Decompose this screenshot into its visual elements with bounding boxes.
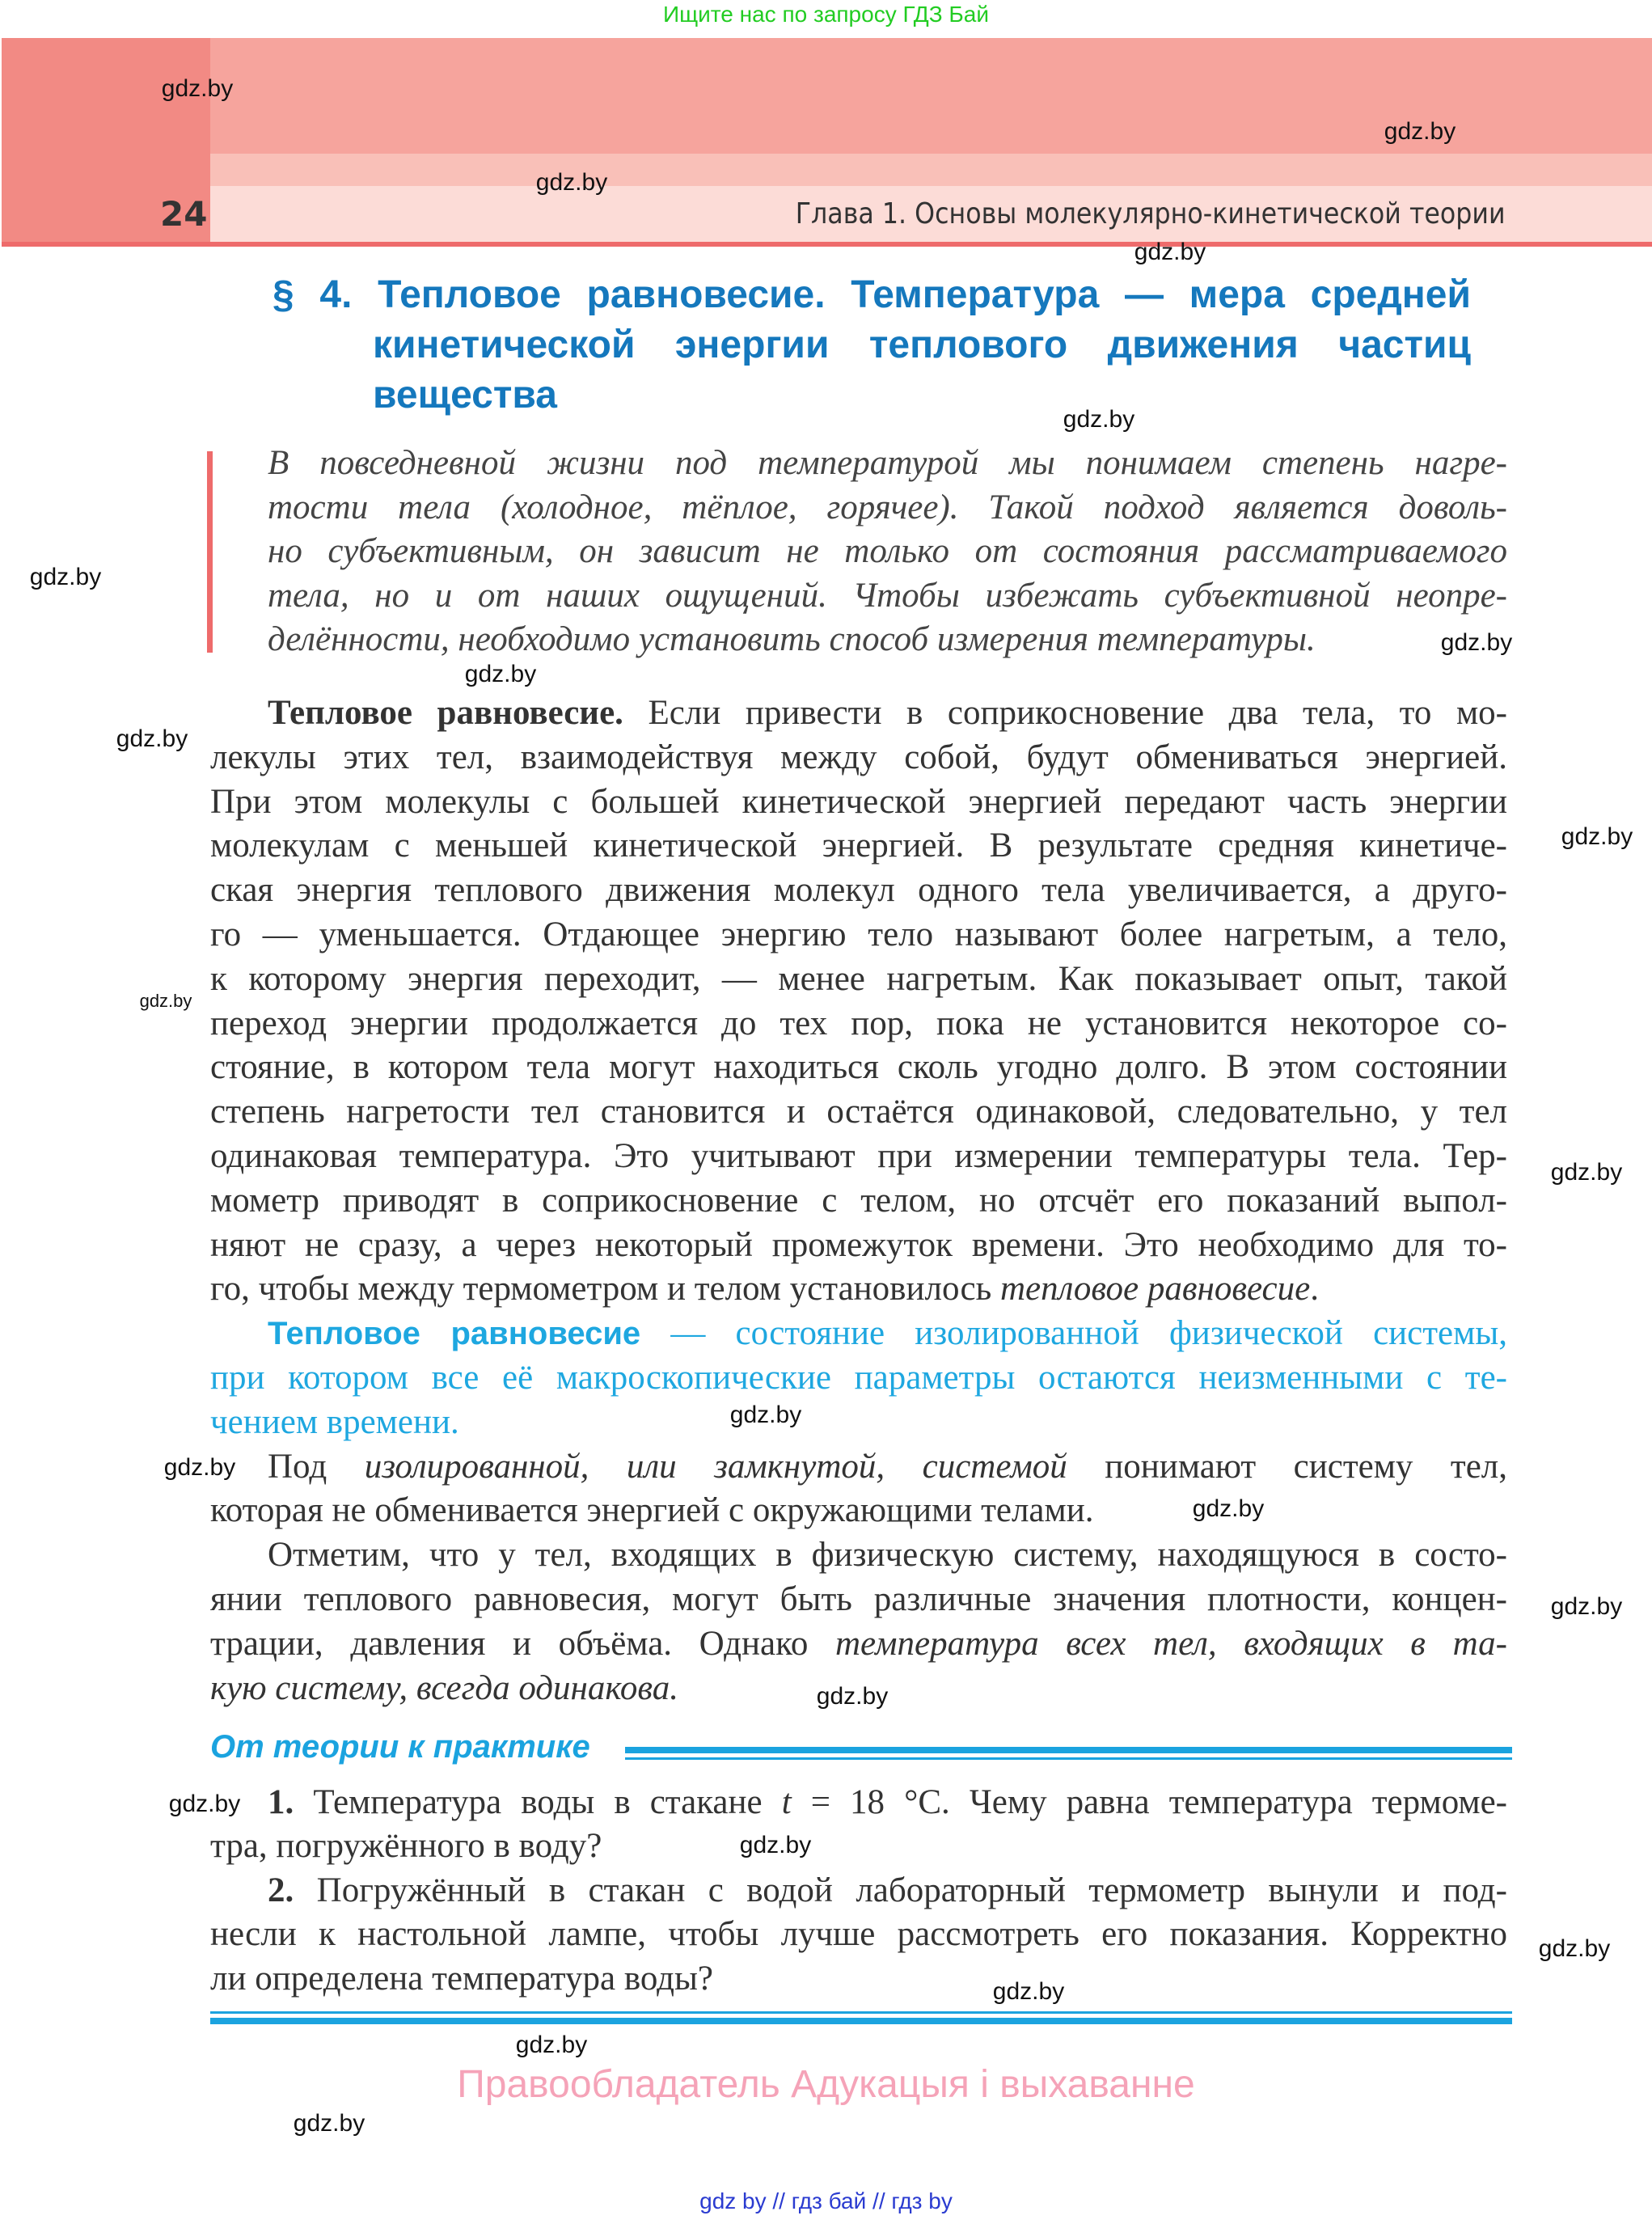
watermark: gdz.by bbox=[1538, 1935, 1611, 1962]
watermark: gdz.by bbox=[1550, 1593, 1623, 1620]
text-segment: В повседневной жизни под температурой мы понимаем степень нагре- bbox=[268, 444, 1507, 482]
watermark: gdz.by bbox=[163, 1454, 236, 1481]
section-heading bbox=[273, 270, 1471, 421]
text-line bbox=[210, 1913, 1507, 1956]
text-segment: понимают систему тел, bbox=[1067, 1447, 1507, 1486]
watermark: gdz.by bbox=[739, 1832, 812, 1858]
header-band bbox=[210, 154, 1652, 186]
text-segment: трации, давления и объёма. Однако bbox=[210, 1624, 835, 1663]
heading-line: § 4. Тепловое равновесие. Температура — мера средней bbox=[273, 273, 1471, 316]
text-segment: лекулы этих тел, взаимодействуя между собой, будут обмениваться энергией. bbox=[210, 738, 1507, 776]
text-segment: одинаковая температура. Это учитывают при измерении температуры тела. Тер- bbox=[210, 1136, 1507, 1175]
text-line bbox=[210, 958, 1507, 1002]
text-line bbox=[210, 1312, 1507, 1356]
watermark: gdz.by bbox=[1134, 239, 1206, 265]
text-segment: при котором все её макроскопические параметры остаются неизменными с те- bbox=[210, 1358, 1507, 1397]
text-segment: степень нагретости тел становится и остаётся одинаковой, следовательно, у тел bbox=[210, 1093, 1507, 1131]
watermark: gdz.by bbox=[816, 1683, 889, 1710]
text-line bbox=[268, 442, 1507, 486]
text-segment: тела, но и от наших ощущений. Чтобы избежать субъективной неопре- bbox=[268, 576, 1507, 615]
practice-rule bbox=[625, 1747, 1512, 1753]
practice-rule bbox=[625, 1757, 1512, 1760]
watermark: gdz.by bbox=[1384, 118, 1456, 145]
heading-line: вещества bbox=[373, 374, 557, 416]
watermark: gdz.by bbox=[293, 2110, 365, 2137]
text-segment: тости тела (холодное, тёплое, горячее). Такой подход является доволь- bbox=[268, 488, 1507, 526]
text-segment: янии теплового равновесия, могут быть различные значения плотности, концен- bbox=[210, 1579, 1507, 1618]
text-segment: го — уменьшается. Отдающее энергию тело называют более нагретым, а тело, bbox=[210, 915, 1507, 953]
text-segment: Если привести в соприкосновение два тела, то мо- bbox=[623, 694, 1507, 732]
text-segment: — состояние изолированной физической системы, bbox=[640, 1314, 1507, 1353]
bottom-rule bbox=[210, 2018, 1512, 2024]
watermark: gdz.by bbox=[1192, 1495, 1265, 1522]
practice-title: От теории к практике bbox=[210, 1729, 590, 1765]
bottom-rule bbox=[210, 2011, 1512, 2014]
text-line bbox=[210, 1090, 1507, 1135]
term-bold: Тепловое равновесие. bbox=[268, 694, 623, 732]
watermark: gdz.by bbox=[168, 1791, 241, 1817]
text-line bbox=[210, 736, 1507, 780]
text-line bbox=[210, 780, 1507, 825]
text-segment: переход энергии продолжается до тех пор, пока не установится некоторое со- bbox=[210, 1004, 1507, 1042]
watermark: gdz.by bbox=[515, 2032, 588, 2058]
text-segment: которая не обменивается энергией с окружающими телами. bbox=[210, 1491, 1094, 1530]
text-line bbox=[210, 1445, 1507, 1490]
text-segment: го, чтобы между термометром и телом установилось bbox=[210, 1270, 1000, 1309]
page-number: 24 bbox=[160, 194, 208, 234]
text-line bbox=[210, 1267, 1507, 1312]
text-segment: стояние, в котором тела могут находиться сколь угодно долго. В этом состоянии bbox=[210, 1048, 1507, 1087]
text-line bbox=[268, 486, 1507, 531]
text-line bbox=[268, 530, 1507, 574]
text-segment: . bbox=[1310, 1270, 1319, 1309]
watermark: gdz.by bbox=[464, 661, 537, 687]
term-italic: t bbox=[781, 1783, 792, 1821]
text-segment: тра, погружённого в воду? bbox=[210, 1827, 602, 1866]
text-segment: к которому энергия переходит, — менее нагретым. Как показывает опыт, такой bbox=[210, 959, 1507, 998]
text-line bbox=[210, 1356, 1507, 1401]
watermark: gdz.by bbox=[1440, 629, 1513, 656]
watermark: gdz.by bbox=[535, 169, 608, 196]
text-segment: Температура воды в стакане bbox=[294, 1783, 782, 1821]
text-line bbox=[210, 1224, 1507, 1268]
text-line bbox=[210, 691, 1507, 736]
practice-tasks bbox=[210, 1781, 1507, 2001]
search-hint: Ищите нас по запросу ГДЗ Бай bbox=[662, 2, 990, 27]
text-segment: мометр приводят в соприкосновение с телом, но отсчёт его показаний выпол- bbox=[210, 1181, 1507, 1220]
text-line bbox=[210, 1824, 1507, 1868]
text-line bbox=[210, 1489, 1507, 1533]
intro-paragraph bbox=[268, 442, 1507, 662]
header-divider bbox=[2, 242, 1652, 247]
term-italic: кую систему, всегда одинакова. bbox=[210, 1668, 678, 1707]
watermark: gdz.by bbox=[992, 1978, 1065, 2005]
term-italic: изолированной, или замкнутой, системой bbox=[364, 1447, 1067, 1486]
text-segment: молекулам с меньшей кинетической энергией. В результате средняя кинетиче- bbox=[210, 827, 1507, 865]
text-line bbox=[210, 1578, 1507, 1622]
text-line bbox=[210, 1622, 1507, 1667]
text-line bbox=[210, 1002, 1507, 1046]
watermark: gdz.by bbox=[139, 991, 192, 1011]
watermark: gdz.by bbox=[1550, 1159, 1623, 1186]
text-line bbox=[210, 869, 1507, 913]
text-segment: ская энергия теплового движения молекул одного тела увеличивается, а друго- bbox=[210, 871, 1507, 910]
text-line bbox=[210, 913, 1507, 958]
text-line bbox=[210, 1179, 1507, 1224]
text-line bbox=[210, 1135, 1507, 1179]
text-segment: Под bbox=[268, 1447, 365, 1486]
watermark: gdz.by bbox=[116, 725, 188, 752]
term-bold: Тепловое равновесие bbox=[268, 1316, 641, 1352]
watermark: gdz.by bbox=[1063, 406, 1135, 433]
footer-links[interactable]: gdz by // гдз бай // гдз by bbox=[699, 2188, 953, 2213]
text-segment: = 18 °C. Чему равна температура термоме- bbox=[791, 1783, 1508, 1821]
text-segment: чением времени. bbox=[210, 1402, 459, 1441]
text-segment: но субъективным, он зависит не только от состояния рассматриваемого bbox=[268, 532, 1507, 570]
term-italic: тепловое равновесие bbox=[999, 1270, 1311, 1309]
text-segment: Отметим, что у тел, входящих в физическую систему, находящуюся в состо- bbox=[268, 1536, 1507, 1575]
text-line bbox=[210, 1401, 1507, 1445]
copyright-notice: Правообладатель Адукацыя і выхаванне bbox=[457, 2063, 1195, 2106]
watermark: gdz.by bbox=[729, 1402, 802, 1428]
text-line bbox=[210, 1533, 1507, 1578]
watermark: gdz.by bbox=[29, 564, 102, 590]
intro-accent-bar bbox=[207, 451, 213, 653]
text-segment: делённости, необходимо установить способ измерения температуры. bbox=[268, 620, 1316, 658]
chapter-title: Глава 1. Основы молекулярно-кинетической теории bbox=[796, 197, 1506, 230]
text-line bbox=[268, 574, 1507, 619]
text-line bbox=[210, 1781, 1507, 1824]
text-segment: няют не сразу, а через некоторый промежуток времени. Это необходимо для то- bbox=[210, 1225, 1507, 1264]
main-text bbox=[210, 691, 1507, 1710]
text-line bbox=[210, 1957, 1507, 2001]
watermark: gdz.by bbox=[1561, 823, 1633, 850]
term-italic: температура всех тел, входящих в та- bbox=[834, 1624, 1507, 1663]
text-segment: При этом молекулы с большей кинетической энергией передают часть энергии bbox=[210, 782, 1507, 821]
watermark: gdz.by bbox=[161, 75, 234, 102]
term-bold: 1. bbox=[268, 1783, 294, 1821]
text-line bbox=[268, 618, 1507, 662]
text-segment: ли определена температура воды? bbox=[210, 1959, 713, 1998]
term-bold: 2. bbox=[268, 1871, 294, 1909]
text-segment: Погружённый в стакан с водой лабораторный термометр вынули и под- bbox=[294, 1871, 1507, 1909]
text-line bbox=[210, 824, 1507, 869]
text-line bbox=[210, 1046, 1507, 1090]
text-segment: несли к настольной лампе, чтобы лучше рассмотреть его показания. Корректно bbox=[210, 1915, 1507, 1954]
heading-line: кинетической энергии теплового движения частиц bbox=[373, 323, 1471, 366]
text-line bbox=[210, 1869, 1507, 1913]
